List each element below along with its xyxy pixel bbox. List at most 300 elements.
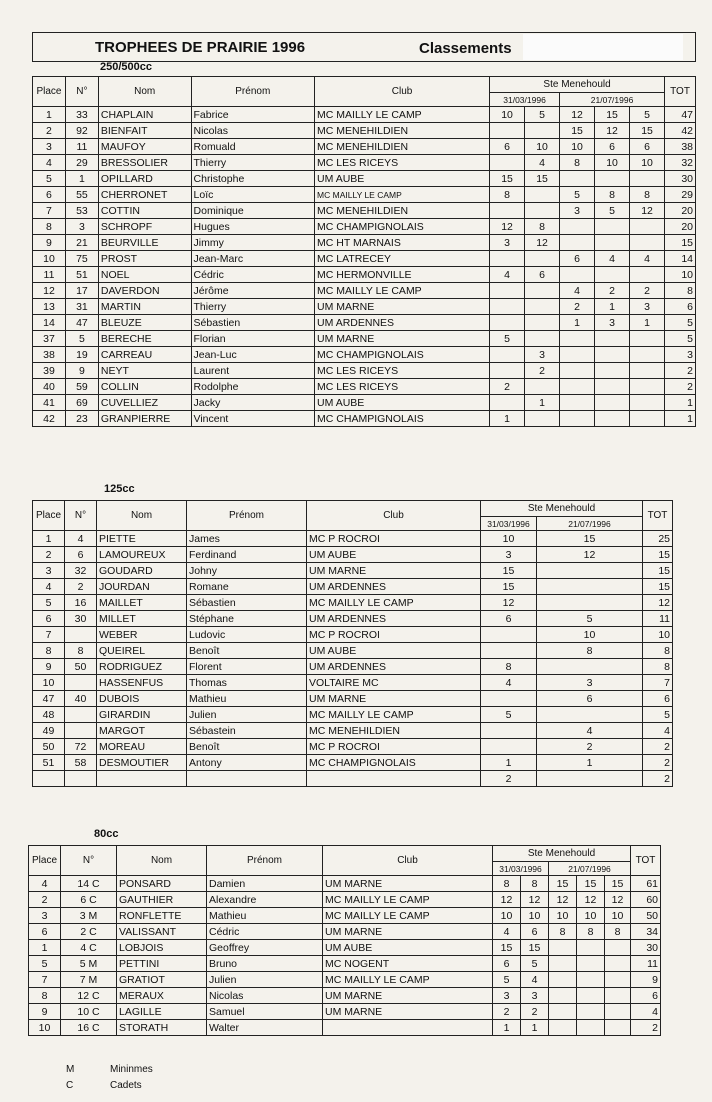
results-body [29, 876, 661, 1036]
score-cell [525, 203, 560, 219]
total-cell: 38 [665, 139, 696, 155]
prenom-cell: Nicolas [191, 123, 315, 139]
col-date-1: 31/03/1996 [481, 517, 537, 531]
score-cell: 10 [630, 155, 665, 171]
number-cell: 51 [65, 267, 98, 283]
score-cell [525, 411, 560, 427]
prenom-cell: Antony [187, 755, 307, 771]
score-cell [537, 707, 643, 723]
nom-cell: PETTINI [117, 956, 207, 972]
score-cell: 3 [595, 315, 630, 331]
score-cell [577, 1004, 605, 1020]
nom-cell: JOURDAN [97, 579, 187, 595]
number-cell: 2 [65, 579, 97, 595]
score-cell: 6 [481, 611, 537, 627]
score-cell: 15 [521, 940, 549, 956]
prenom-cell: Cédric [207, 924, 323, 940]
col-date-1: 31/03/1996 [490, 93, 560, 107]
score-cell [595, 379, 630, 395]
prenom-cell: Geoffrey [207, 940, 323, 956]
prenom-cell: Jean-Luc [191, 347, 315, 363]
total-cell: 30 [631, 940, 661, 956]
score-cell: 6 [595, 139, 630, 155]
table-row [33, 107, 696, 123]
col-place: Place [29, 846, 61, 876]
col-place: Place [33, 501, 65, 531]
page-title: TROPHEES DE PRAIRIE 1996 [95, 39, 306, 56]
nom-cell: RODRIGUEZ [97, 659, 187, 675]
prenom-cell: Samuel [207, 1004, 323, 1020]
number-cell: 11 [65, 139, 98, 155]
club-cell: MC MENEHILDIEN [315, 139, 490, 155]
number-cell: 59 [65, 379, 98, 395]
number-cell: 32 [65, 563, 97, 579]
number-cell [65, 723, 97, 739]
score-cell: 15 [549, 876, 577, 892]
prenom-cell: Thierry [191, 155, 315, 171]
prenom-cell: Ludovic [187, 627, 307, 643]
table-row [29, 972, 661, 988]
score-cell: 2 [560, 299, 595, 315]
place-cell: 42 [33, 411, 66, 427]
score-cell [490, 251, 525, 267]
score-cell [481, 723, 537, 739]
score-cell [525, 299, 560, 315]
table-row [29, 988, 661, 1004]
col-nom: Nom [97, 501, 187, 531]
table-row [29, 892, 661, 908]
total-cell: 4 [631, 1004, 661, 1020]
score-cell: 5 [595, 203, 630, 219]
prenom-cell: Thomas [187, 675, 307, 691]
place-cell: 3 [33, 139, 66, 155]
club-cell: MC MAILLY LE CAMP [315, 187, 490, 203]
score-cell [525, 187, 560, 203]
col-venue: Ste Menehould [490, 77, 665, 93]
nom-cell: NEYT [98, 363, 191, 379]
nom-cell: DESMOUTIER [97, 755, 187, 771]
nom-cell: CHAPLAIN [98, 107, 191, 123]
place-cell: 6 [33, 611, 65, 627]
place-cell: 3 [33, 563, 65, 579]
score-cell [595, 395, 630, 411]
score-cell [549, 1004, 577, 1020]
prenom-cell: Alexandre [207, 892, 323, 908]
nom-cell: QUEIREL [97, 643, 187, 659]
nom-cell: VALISSANT [117, 924, 207, 940]
club-cell: MC MENEHILDIEN [315, 203, 490, 219]
place-cell: 2 [33, 547, 65, 563]
prenom-cell: Jean-Marc [191, 251, 315, 267]
nom-cell: LAGILLE [117, 1004, 207, 1020]
total-cell: 20 [665, 203, 696, 219]
prenom-cell: Julien [207, 972, 323, 988]
number-cell [65, 707, 97, 723]
score-cell [560, 171, 595, 187]
nom-cell: PONSARD [117, 876, 207, 892]
score-cell: 1 [490, 411, 525, 427]
club-cell: MC MAILLY LE CAMP [323, 892, 493, 908]
place-cell: 8 [33, 643, 65, 659]
score-cell: 12 [577, 892, 605, 908]
club-cell: UM MARNE [323, 924, 493, 940]
nom-cell: MAUFOY [98, 139, 191, 155]
club-cell: UM AUBE [307, 547, 481, 563]
col-nom: Nom [98, 77, 191, 107]
score-cell [595, 331, 630, 347]
nom-cell: MARGOT [97, 723, 187, 739]
place-cell: 40 [33, 379, 66, 395]
category-label-80: 80cc [94, 828, 119, 840]
results-body [33, 531, 673, 787]
club-cell: MC MENEHILDIEN [307, 723, 481, 739]
prenom-cell: Sébastien [187, 595, 307, 611]
place-cell: 49 [33, 723, 65, 739]
club-cell: MC NOGENT [323, 956, 493, 972]
score-cell [630, 411, 665, 427]
nom-cell: HASSENFUS [97, 675, 187, 691]
table-row [33, 563, 673, 579]
total-cell: 15 [643, 579, 673, 595]
total-cell: 42 [665, 123, 696, 139]
nom-cell: OPILLARD [98, 171, 191, 187]
score-cell [630, 235, 665, 251]
score-cell: 1 [560, 315, 595, 331]
score-cell [525, 331, 560, 347]
club-cell: UM AUBE [315, 395, 490, 411]
score-cell: 8 [481, 659, 537, 675]
title-box [32, 32, 696, 62]
score-cell [481, 691, 537, 707]
number-cell: 1 [65, 171, 98, 187]
club-cell: VOLTAIRE MC [307, 675, 481, 691]
nom-cell: WEBER [97, 627, 187, 643]
total-cell: 9 [631, 972, 661, 988]
nom-cell: MOREAU [97, 739, 187, 755]
score-cell [490, 363, 525, 379]
prenom-cell: Romane [187, 579, 307, 595]
score-cell [560, 411, 595, 427]
number-cell: 19 [65, 347, 98, 363]
score-cell: 12 [630, 203, 665, 219]
score-cell [560, 379, 595, 395]
legend-item [66, 1078, 153, 1094]
total-cell: 6 [643, 691, 673, 707]
score-cell [481, 643, 537, 659]
score-cell: 1 [521, 1020, 549, 1036]
col-num: N° [61, 846, 117, 876]
place-cell: 4 [29, 876, 61, 892]
prenom-cell: Damien [207, 876, 323, 892]
club-cell [323, 1020, 493, 1036]
table-row [33, 611, 673, 627]
score-cell: 6 [493, 956, 521, 972]
total-cell: 10 [643, 627, 673, 643]
total-cell: 1 [665, 411, 696, 427]
nom-cell: CARREAU [98, 347, 191, 363]
col-club: Club [315, 77, 490, 107]
prenom-cell: Nicolas [207, 988, 323, 1004]
table-row [33, 267, 696, 283]
score-cell: 10 [493, 908, 521, 924]
prenom-cell [187, 771, 307, 787]
score-cell: 10 [481, 531, 537, 547]
score-cell: 8 [630, 187, 665, 203]
place-cell: 11 [33, 267, 66, 283]
club-cell: UM AUBE [323, 940, 493, 956]
place-cell: 6 [33, 187, 66, 203]
number-cell: 9 [65, 363, 98, 379]
score-cell [481, 627, 537, 643]
table-row [33, 627, 673, 643]
number-cell: 55 [65, 187, 98, 203]
score-cell: 15 [493, 940, 521, 956]
table-row [33, 707, 673, 723]
score-cell: 1 [537, 755, 643, 771]
score-cell [630, 395, 665, 411]
score-cell [525, 251, 560, 267]
score-cell: 15 [537, 531, 643, 547]
score-cell [490, 203, 525, 219]
score-cell [549, 956, 577, 972]
total-cell: 11 [643, 611, 673, 627]
table-row [33, 219, 696, 235]
score-cell: 15 [577, 876, 605, 892]
table-row [33, 739, 673, 755]
prenom-cell: Benoît [187, 739, 307, 755]
score-cell: 5 [525, 107, 560, 123]
table-row [29, 940, 661, 956]
number-cell: 16 C [61, 1020, 117, 1036]
total-cell: 2 [643, 739, 673, 755]
score-cell: 4 [595, 251, 630, 267]
score-cell [630, 171, 665, 187]
total-cell: 34 [631, 924, 661, 940]
col-nom: Nom [117, 846, 207, 876]
place-cell: 50 [33, 739, 65, 755]
prenom-cell: Mathieu [187, 691, 307, 707]
place-cell: 1 [29, 940, 61, 956]
score-cell: 4 [521, 972, 549, 988]
score-cell: 8 [521, 876, 549, 892]
nom-cell: MERAUX [117, 988, 207, 1004]
table-row [33, 283, 696, 299]
nom-cell: BIENFAIT [98, 123, 191, 139]
score-cell [595, 219, 630, 235]
score-cell: 6 [630, 139, 665, 155]
score-cell: 1 [493, 1020, 521, 1036]
number-cell [65, 771, 97, 787]
table-row [33, 139, 696, 155]
total-cell: 7 [643, 675, 673, 691]
club-cell [307, 771, 481, 787]
club-cell: UM MARNE [307, 691, 481, 707]
club-cell: UM ARDENNES [307, 611, 481, 627]
number-cell: 75 [65, 251, 98, 267]
score-cell [490, 395, 525, 411]
score-cell: 12 [490, 219, 525, 235]
place-cell: 9 [33, 235, 66, 251]
score-cell: 4 [490, 267, 525, 283]
prenom-cell: Laurent [191, 363, 315, 379]
total-cell: 50 [631, 908, 661, 924]
total-cell: 8 [643, 659, 673, 675]
score-cell: 12 [560, 107, 595, 123]
number-cell [65, 675, 97, 691]
score-cell [560, 267, 595, 283]
club-cell: UM ARDENNES [307, 579, 481, 595]
score-cell: 8 [577, 924, 605, 940]
total-cell: 4 [643, 723, 673, 739]
place-cell: 41 [33, 395, 66, 411]
score-cell [595, 411, 630, 427]
total-cell: 8 [643, 643, 673, 659]
prenom-cell: Sébastein [187, 723, 307, 739]
score-cell: 4 [560, 283, 595, 299]
col-tot: TOT [643, 501, 673, 531]
table-row [33, 331, 696, 347]
nom-cell: BEURVILLE [98, 235, 191, 251]
place-cell: 8 [33, 219, 66, 235]
score-cell: 15 [560, 123, 595, 139]
score-cell [560, 331, 595, 347]
number-cell: 7 M [61, 972, 117, 988]
nom-cell: CHERRONET [98, 187, 191, 203]
legend-code: M [66, 1064, 75, 1075]
nom-cell: COLLIN [98, 379, 191, 395]
prenom-cell: Ferdinand [187, 547, 307, 563]
score-cell: 10 [560, 139, 595, 155]
club-cell: UM MARNE [315, 331, 490, 347]
table-row [33, 659, 673, 675]
col-prenom: Prénom [207, 846, 323, 876]
prenom-cell: Mathieu [207, 908, 323, 924]
total-cell: 15 [643, 547, 673, 563]
total-cell: 6 [631, 988, 661, 1004]
score-cell: 5 [490, 331, 525, 347]
table-row [33, 171, 696, 187]
number-cell: 5 [65, 331, 98, 347]
col-date-2: 21/07/1996 [549, 862, 631, 876]
score-cell [605, 988, 631, 1004]
table-row [33, 411, 696, 427]
club-cell: UM MARNE [323, 988, 493, 1004]
number-cell: 17 [65, 283, 98, 299]
club-cell: MC CHAMPIGNOLAIS [315, 347, 490, 363]
total-cell: 2 [643, 771, 673, 787]
score-cell [577, 988, 605, 1004]
col-prenom: Prénom [191, 77, 315, 107]
prenom-cell: James [187, 531, 307, 547]
score-cell: 4 [481, 675, 537, 691]
score-cell [560, 219, 595, 235]
total-cell: 2 [643, 755, 673, 771]
col-num: N° [65, 501, 97, 531]
score-cell [630, 331, 665, 347]
score-cell: 3 [481, 547, 537, 563]
table-row [29, 924, 661, 940]
table-row [33, 203, 696, 219]
score-cell [537, 579, 643, 595]
score-cell [490, 299, 525, 315]
results-table-125 [32, 500, 673, 787]
score-cell [490, 347, 525, 363]
place-cell: 10 [29, 1020, 61, 1036]
score-cell [595, 363, 630, 379]
table-row [33, 723, 673, 739]
score-cell: 2 [595, 283, 630, 299]
number-cell: 5 M [61, 956, 117, 972]
score-cell: 15 [481, 563, 537, 579]
club-cell: MC MAILLY LE CAMP [315, 107, 490, 123]
table-row [29, 956, 661, 972]
nom-cell: LAMOUREUX [97, 547, 187, 563]
nom-cell: GAUTHIER [117, 892, 207, 908]
col-tot: TOT [631, 846, 661, 876]
table-row [33, 531, 673, 547]
place-cell: 5 [29, 956, 61, 972]
score-cell: 4 [525, 155, 560, 171]
score-cell: 5 [560, 187, 595, 203]
score-cell [577, 956, 605, 972]
score-cell [537, 595, 643, 611]
club-cell: UM ARDENNES [315, 315, 490, 331]
category-label-250-500: 250/500cc [100, 61, 152, 73]
number-cell: 4 C [61, 940, 117, 956]
score-cell: 5 [493, 972, 521, 988]
score-cell [525, 283, 560, 299]
table-row [33, 155, 696, 171]
place-cell: 39 [33, 363, 66, 379]
club-cell: MC MENEHILDIEN [315, 123, 490, 139]
score-cell: 1 [481, 755, 537, 771]
club-cell: MC MAILLY LE CAMP [323, 972, 493, 988]
total-cell: 2 [665, 363, 696, 379]
score-cell [525, 315, 560, 331]
number-cell: 31 [65, 299, 98, 315]
number-cell: 72 [65, 739, 97, 755]
score-cell: 15 [481, 579, 537, 595]
prenom-cell: Fabrice [191, 107, 315, 123]
club-cell: MC P ROCROI [307, 739, 481, 755]
number-cell: 6 C [61, 892, 117, 908]
place-cell: 51 [33, 755, 65, 771]
place-cell: 4 [33, 155, 66, 171]
score-cell [537, 771, 643, 787]
number-cell: 2 C [61, 924, 117, 940]
place-cell: 10 [33, 251, 66, 267]
table-row [29, 1020, 661, 1036]
score-cell [490, 315, 525, 331]
table-row [33, 691, 673, 707]
score-cell: 6 [560, 251, 595, 267]
score-cell [630, 347, 665, 363]
score-cell [595, 171, 630, 187]
score-cell: 15 [490, 171, 525, 187]
score-cell: 3 [493, 988, 521, 1004]
club-cell: MC CHAMPIGNOLAIS [315, 219, 490, 235]
total-cell: 2 [631, 1020, 661, 1036]
nom-cell: BRESSOLIER [98, 155, 191, 171]
score-cell: 10 [537, 627, 643, 643]
place-cell: 7 [29, 972, 61, 988]
score-cell: 6 [537, 691, 643, 707]
place-cell: 38 [33, 347, 66, 363]
score-cell: 2 [521, 1004, 549, 1020]
prenom-cell: Johny [187, 563, 307, 579]
score-cell [537, 659, 643, 675]
col-place: Place [33, 77, 66, 107]
